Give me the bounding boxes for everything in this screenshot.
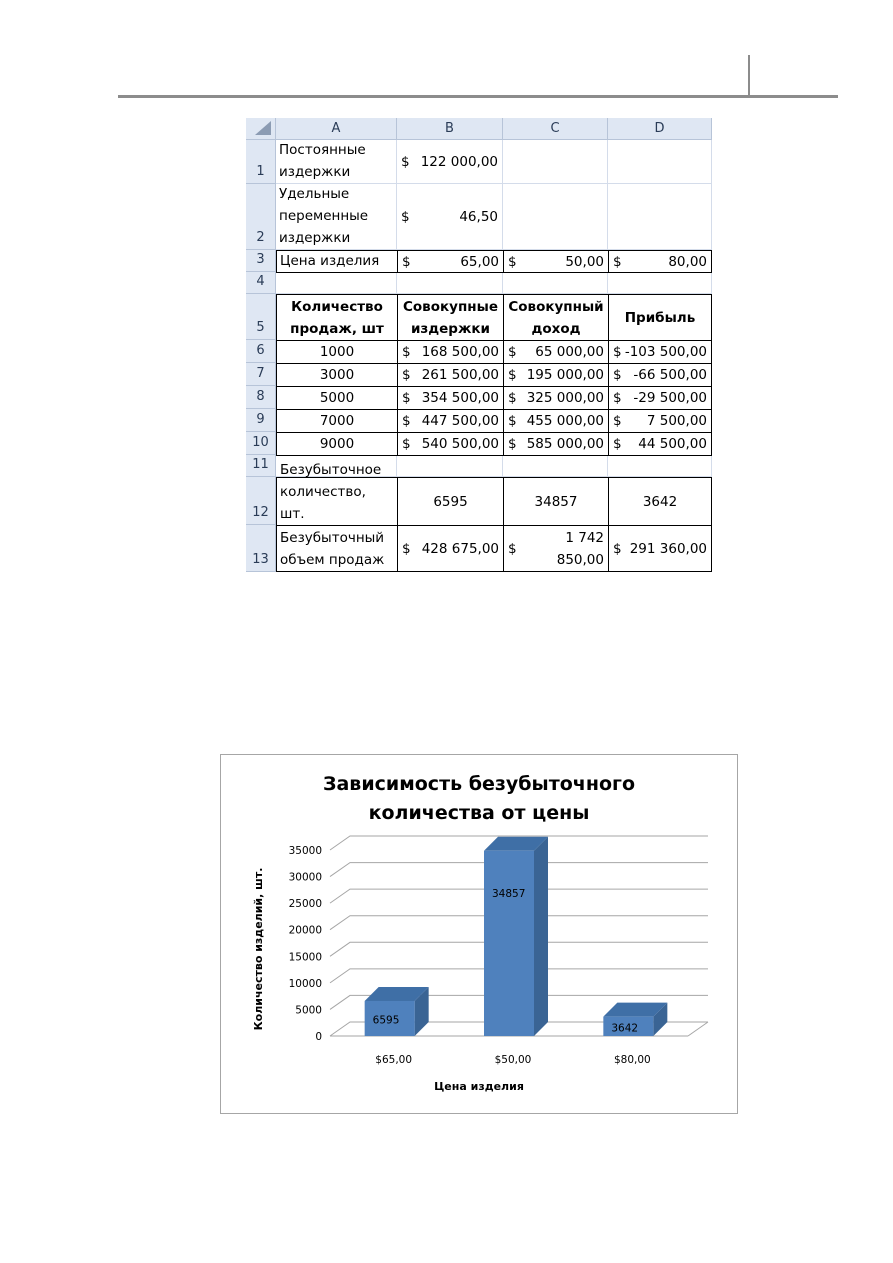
quantity-value: 5000 <box>319 390 355 406</box>
row-header-13[interactable]: 13 <box>246 525 276 572</box>
cell-b13-value: 428 675,00 <box>421 540 499 557</box>
cell-d1[interactable] <box>608 140 712 184</box>
money-value: 44 500,00 <box>638 436 707 452</box>
select-all-corner[interactable] <box>246 118 276 140</box>
header-divider <box>748 55 750 98</box>
bar-front <box>484 851 534 1036</box>
y-tick-label: 10000 <box>288 977 322 990</box>
x-tick-label: $80,00 <box>613 1054 651 1066</box>
cell-a1[interactable] <box>276 140 397 184</box>
currency-sign: $ <box>613 253 622 270</box>
money-value: -29 500,00 <box>633 390 707 406</box>
bar-side <box>534 837 548 1036</box>
cell-a3-text: Цена изделия <box>280 253 380 269</box>
cell-b11[interactable] <box>397 456 503 477</box>
currency-sign: $ <box>613 436 622 452</box>
x-tick-label: $65,00 <box>375 1054 413 1066</box>
money-value: 540 500,00 <box>421 436 499 452</box>
currency-sign: $ <box>508 390 517 406</box>
chart-canvas <box>220 754 738 1114</box>
currency-sign: $ <box>613 344 622 360</box>
chart-title-line-2: количества от цены <box>368 802 590 824</box>
cell-c2[interactable] <box>503 184 608 250</box>
cell-c1[interactable] <box>503 140 608 184</box>
cell-a3[interactable] <box>276 250 398 273</box>
currency-sign: $ <box>402 344 411 360</box>
cell-d3-value: 80,00 <box>668 253 707 270</box>
cell-c6[interactable] <box>503 340 609 364</box>
y-tick-label: 20000 <box>288 924 322 937</box>
currency-sign: $ <box>613 367 622 383</box>
currency-sign: $ <box>401 153 410 170</box>
cell-a12-text: Безубыточное количество, шт. <box>280 462 382 522</box>
cell-a13[interactable] <box>276 525 398 572</box>
cell-c3-value: 50,00 <box>565 253 604 270</box>
column-header-d[interactable]: D <box>608 118 712 140</box>
x-axis-label: Цена изделия <box>434 1080 524 1093</box>
cell-d12-value: 3642 <box>642 493 678 510</box>
cell-b10[interactable] <box>397 432 504 456</box>
money-value: -66 500,00 <box>633 367 707 383</box>
quantity-value: 9000 <box>319 436 355 452</box>
cell-a6[interactable] <box>276 340 398 364</box>
cell-b3[interactable] <box>397 250 504 273</box>
cell-a7[interactable] <box>276 363 398 387</box>
row-header-2[interactable]: 2 <box>246 184 276 250</box>
cell-d11[interactable] <box>608 456 712 477</box>
cell-a10[interactable] <box>276 432 398 456</box>
header-quantity: Количество продаж, шт <box>290 298 384 337</box>
currency-sign: $ <box>508 344 517 360</box>
cell-c13[interactable] <box>503 525 609 572</box>
money-value: 325 000,00 <box>526 390 604 406</box>
money-value: 447 500,00 <box>421 413 499 429</box>
cell-c8[interactable] <box>503 386 609 410</box>
currency-sign: $ <box>402 540 411 557</box>
cell-c3[interactable] <box>503 250 609 273</box>
row-header-4[interactable]: 4 <box>246 272 276 294</box>
spreadsheet <box>246 118 712 572</box>
cell-b9[interactable] <box>397 409 504 433</box>
currency-sign: $ <box>508 253 517 270</box>
money-value: 7 500,00 <box>646 413 707 429</box>
cell-a12[interactable] <box>276 462 398 526</box>
cell-b5[interactable] <box>397 294 504 341</box>
cell-a1-text: Постоянные издержки <box>279 142 366 180</box>
currency-sign: $ <box>402 413 411 429</box>
cell-d2[interactable] <box>608 184 712 250</box>
cell-b2[interactable] <box>397 184 503 250</box>
cell-d3[interactable] <box>608 250 712 273</box>
cell-a13-text: Безубыточный объем продаж <box>280 530 385 568</box>
cell-a2[interactable] <box>276 184 397 250</box>
x-tick-label: $50,00 <box>494 1054 532 1066</box>
y-tick-label: 35000 <box>288 845 322 857</box>
cell-b1-value: 122 000,00 <box>420 153 498 170</box>
cell-b13[interactable] <box>397 525 504 572</box>
currency-sign: $ <box>402 390 411 406</box>
currency-sign: $ <box>613 540 622 557</box>
money-value: -103 500,00 <box>624 344 707 360</box>
currency-sign: $ <box>508 367 517 383</box>
cell-c11[interactable] <box>503 456 608 477</box>
currency-sign: $ <box>613 413 622 429</box>
cell-b12[interactable] <box>397 477 504 526</box>
cell-c12-value: 34857 <box>534 493 578 510</box>
cell-c10[interactable] <box>503 432 609 456</box>
money-value: 354 500,00 <box>421 390 499 406</box>
cell-d5[interactable] <box>608 294 712 341</box>
y-tick-label: 0 <box>315 1031 322 1043</box>
currency-sign: $ <box>402 436 411 452</box>
row-header-11[interactable]: 11 <box>246 455 276 477</box>
cell-a9[interactable] <box>276 409 398 433</box>
cell-b12-value: 6595 <box>433 493 468 510</box>
currency-sign: $ <box>508 436 517 452</box>
header-total-costs: Совокупные издержки <box>403 298 498 337</box>
money-value: 195 000,00 <box>526 367 604 383</box>
cell-b6[interactable] <box>397 340 504 364</box>
y-tick-label: 5000 <box>295 1004 322 1017</box>
cell-c7[interactable] <box>503 363 609 387</box>
cell-d10[interactable] <box>608 432 712 456</box>
currency-sign: $ <box>508 413 517 429</box>
bar <box>365 987 429 1036</box>
money-value: 261 500,00 <box>421 367 499 383</box>
bar-data-label: 3642 <box>611 1022 639 1035</box>
row-header-10[interactable]: 10 <box>246 432 276 455</box>
y-tick-label: 25000 <box>288 898 322 911</box>
cell-d9[interactable] <box>608 409 712 433</box>
money-value: 455 000,00 <box>526 413 604 429</box>
chart-title-line-1: Зависимость безубыточного <box>322 773 636 795</box>
money-value: 585 000,00 <box>526 436 604 452</box>
bar-data-label: 34857 <box>492 888 526 901</box>
cell-d8[interactable] <box>608 386 712 410</box>
row-header-1[interactable]: 1 <box>246 140 276 184</box>
cell-a4[interactable] <box>276 273 397 294</box>
row-header-5[interactable]: 5 <box>246 294 276 340</box>
currency-sign: $ <box>402 253 411 270</box>
cell-a5[interactable] <box>276 294 398 341</box>
cell-a2-text: Удельные переменные издержки <box>279 186 369 246</box>
break-even-chart <box>220 754 738 1114</box>
y-axis-label: Количество изделий, шт. <box>252 867 265 1031</box>
currency-sign: $ <box>508 540 517 557</box>
cell-b1[interactable] <box>397 140 503 184</box>
row-header-3[interactable]: 3 <box>246 250 276 272</box>
cell-c4[interactable] <box>503 273 608 294</box>
cell-d4[interactable] <box>608 273 712 294</box>
currency-sign: $ <box>401 208 410 225</box>
cell-b4[interactable] <box>397 273 503 294</box>
row-header-8[interactable]: 8 <box>246 386 276 409</box>
quantity-value: 7000 <box>319 413 355 429</box>
currency-sign: $ <box>402 367 411 383</box>
cell-d13[interactable] <box>608 525 712 572</box>
header-profit: Прибыль <box>624 309 696 326</box>
cell-b8[interactable] <box>397 386 504 410</box>
header-total-revenue: Совокупный доход <box>508 298 604 337</box>
cell-c9[interactable] <box>503 409 609 433</box>
row-header-6[interactable]: 6 <box>246 340 276 363</box>
header-rule <box>118 95 838 98</box>
column-header-b[interactable]: B <box>397 118 503 140</box>
y-tick-label: 30000 <box>288 871 322 884</box>
row-header-7[interactable]: 7 <box>246 363 276 386</box>
y-tick-label: 15000 <box>288 951 322 964</box>
column-header-a[interactable]: A <box>276 118 397 140</box>
bar <box>603 1003 667 1036</box>
currency-sign: $ <box>613 390 622 406</box>
bar-data-label: 6595 <box>372 1014 400 1027</box>
column-header-c[interactable]: C <box>503 118 608 140</box>
quantity-value: 1000 <box>319 344 355 360</box>
row-header-9[interactable]: 9 <box>246 409 276 432</box>
cell-c12[interactable] <box>503 477 609 526</box>
bar <box>484 837 548 1036</box>
row-header-12[interactable]: 12 <box>246 477 276 525</box>
cell-d12[interactable] <box>608 477 712 526</box>
cell-d7[interactable] <box>608 363 712 387</box>
cell-b2-value: 46,50 <box>459 208 498 225</box>
cell-d13-value: 291 360,00 <box>629 540 707 557</box>
cell-d6[interactable] <box>608 340 712 364</box>
cell-c13-value: 1 742 850,00 <box>556 529 604 568</box>
quantity-value: 3000 <box>319 367 355 383</box>
money-value: 168 500,00 <box>421 344 499 360</box>
money-value: 65 000,00 <box>535 344 604 360</box>
cell-a8[interactable] <box>276 386 398 410</box>
cell-b3-value: 65,00 <box>460 253 499 270</box>
cell-b7[interactable] <box>397 363 504 387</box>
cell-c5[interactable] <box>503 294 609 341</box>
